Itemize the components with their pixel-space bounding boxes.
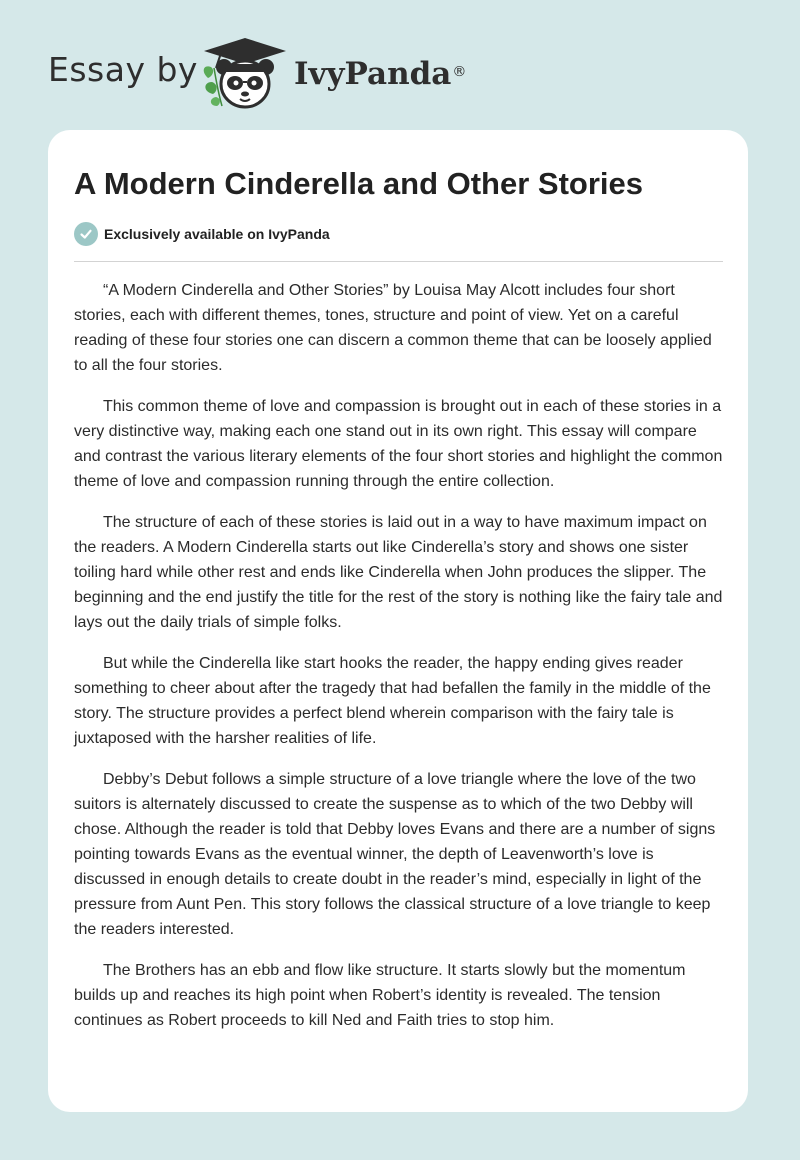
panda-logo-icon[interactable] bbox=[200, 34, 290, 112]
site-header bbox=[0, 0, 800, 130]
essay-title: A Modern Cinderella and Other Stories bbox=[74, 166, 644, 201]
paragraph: This common theme of love and compassion is brought out in each of these stories in a very distinctive way, making each one stand out in its own right. This essay will compare and contrast the various literary elements of the four short stories and highlight the common theme of love and compassion running through the entire collection. bbox=[74, 398, 723, 490]
brand-text: IvyPanda bbox=[294, 56, 452, 92]
exclusive-badge bbox=[74, 222, 330, 246]
paragraph: Debby’s Debut follows a simple structure of a love triangle where the love of the two suitors is alternately discussed to create the suspense as to which of the two Debby will chose. Although the reader is told that Debby loves Evans and there are a number of signs pointing towards Evans as the eventual winner, the depth of Leavenworth’s love is discussed in enough details to create doubt in the reader’s mind, especially in light of the pressure from Aunt Pen. This story follows the classical structure of a love triangle to keep the readers interested. bbox=[74, 771, 716, 938]
exclusive-badge-label: Exclusively available on IvyPanda bbox=[104, 226, 330, 242]
title-divider bbox=[74, 261, 723, 262]
essay-by-label: Essay by bbox=[48, 50, 198, 89]
registered-mark: ® bbox=[452, 64, 467, 80]
paragraph: The structure of each of these stories is laid out in a way to have maximum impact on the readers. A Modern Cinderella starts out like Cinderella’s story and shows one sister toiling hard while other rest and ends like Cinderella when John produces the slipper. The beginning and the end justify the title for the rest of the story is nothing like the fairy tale and lays out the daily trials of simple folks. bbox=[74, 514, 723, 631]
paragraph: “A Modern Cinderella and Other Stories” by Louisa May Alcott includes four short stories, each with different themes, tones, structure and point of view. Yet on a careful reading of these four stories one can discern a common theme that can be loosely applied to all the four stories. bbox=[74, 282, 712, 374]
essay-body bbox=[74, 278, 726, 1049]
brand-name[interactable] bbox=[294, 52, 466, 96]
paragraph: But while the Cinderella like start hooks the reader, the happy ending gives reader something to cheer about after the tragedy that had befallen the family in the middle of the story. The structure provides a perfect blend wherein comparison with the fairy tale is juxtaposed with the harsher realities of life. bbox=[74, 655, 711, 747]
paragraph: The Brothers has an ebb and flow like structure. It starts slowly but the momentum builds up and reaches its high point when Robert’s identity is revealed. The tension continues as Robert proceeds to kill Ned and Faith tries to stop him. bbox=[74, 962, 686, 1029]
essay-card bbox=[48, 130, 748, 1112]
check-circle-icon bbox=[74, 222, 98, 246]
